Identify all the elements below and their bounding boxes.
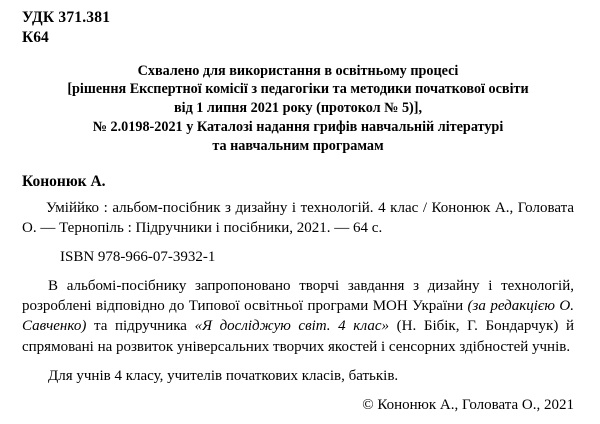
annotation-plain-run: В альбомі-посібнику запропоновано творчі завдання з дизайну і технологій, розроблені відповідно до Типової освітньої програми МОН України: [22, 278, 574, 315]
approval-line-4: № 2.0198-2021 у Каталозі надання грифів навчальній літературі: [92, 118, 504, 135]
annotation-plain-run: (Н. Бібік, Г. Бондарчук) й спрямовані на розвиток універсальних творчих якостей і сенсорних здібностей учнів.: [22, 318, 574, 355]
bibliographic-text: Уміййко : альбом-посібник з дизайну і технологій. 4 клас / Кононюк А., Головата О. — Тернопіль : Підручники і посібники, 2021. — 64 с.: [22, 200, 574, 237]
copyright-line: © Кононюк А., Головата О., 2021: [362, 397, 574, 413]
catalog-code: К64: [22, 29, 49, 47]
annotation-paragraph-1: [22, 276, 574, 356]
udk-code: УДК 371.381: [22, 9, 111, 26]
annotation-paragraph-1-text: [22, 278, 574, 354]
approval-block: [22, 62, 574, 156]
annotation-italic-run: (за редакцією О. Савченко): [22, 298, 574, 335]
annotation-plain-run: та підручника: [86, 318, 195, 335]
approval-line-3: від 1 липня 2021 року (протокол № 5)],: [173, 100, 423, 117]
annotation-italic-run: «Я досліджую світ. 4 клас»: [194, 318, 389, 335]
annotation-block: [22, 276, 574, 385]
author-heading: Кононюк А.: [22, 173, 106, 191]
bibliographic-description: [22, 199, 574, 239]
approval-line-2: [рішення Експертної комісії з педагогіки та методики початкової освіти: [67, 81, 529, 98]
approval-line-1: Схвалено для використання в освітньому процесі: [137, 62, 459, 79]
isbn: ISBN 978-966-07-3932-1: [60, 249, 216, 266]
annotation-paragraph-2: Для учнів 4 класу, учителів початкових класів, батьків.: [48, 367, 399, 384]
approval-line-5: та навчальним програмам: [212, 137, 384, 154]
